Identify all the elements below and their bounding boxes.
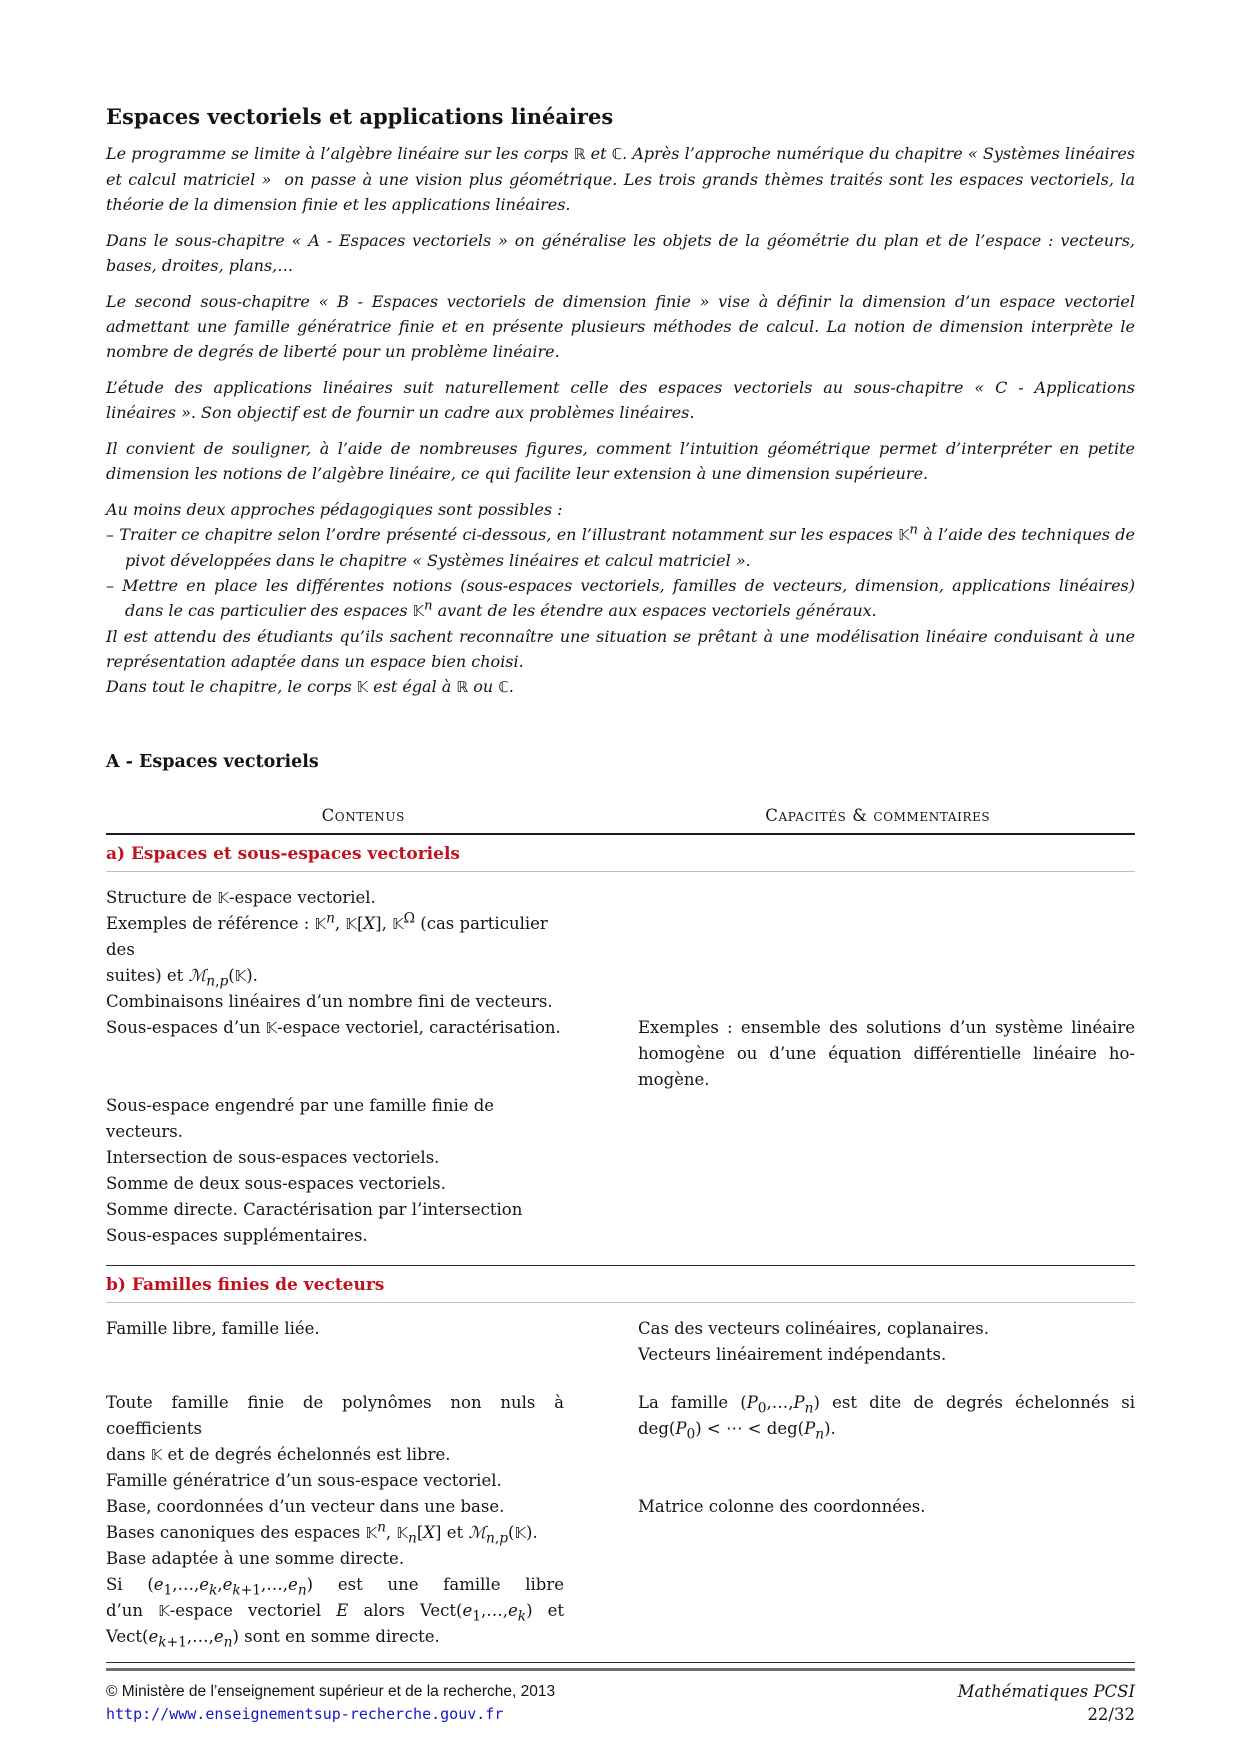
comments-cell [638,1572,1135,1650]
intro-paragraph: Il est attendu des étudiants qu’ils sachent reconnaître une situation se prêtant à une modélisation linéaire conduisant à une représentation adaptée dans un espace bien choisi. [106,627,1135,671]
table-row [106,1572,1135,1650]
table-row [106,1316,1135,1368]
program-table [106,806,1135,1663]
contents-cell: Sous-espace engendré par une famille finie de vecteurs. Intersection de sous-espaces vectoriels. Somme de deux sous-espaces vectoriels. Somme directe. Caractérisation par l’intersection Sous-espaces supplémentaires. [106,1096,523,1245]
table-row [106,885,1135,1015]
footer-copyright: © Ministère de l’enseignement supérieur et de la recherche, 2013 [106,1683,556,1700]
table-row [106,1494,1135,1520]
table-bottom-rule [106,1662,1135,1663]
contents-cell: Famille libre, famille liée. [106,1319,320,1338]
footer-page-number: 22/32 [1087,1705,1135,1724]
comments-cell [638,1520,1135,1546]
intro-paragraph: Dans le sous-chapitre « A - Espaces vectoriels » on généralise les objets de la géométrie du plan et de l’espace : vecteurs, bases, droites, plans,… [106,231,1135,275]
intro-paragraph: Le programme se limite à l’algèbre linéaire sur les corps ℝ et ℂ. Après l’approche numérique du chapitre « Systèmes linéaires et calcul matriciel » on passe à une vision plus géométrique. Les trois grands thèmes traités sont les espaces vectoriels, la théorie de la dimension finie et les applications linéaires. [106,144,1136,214]
table-row [106,1390,1135,1468]
approach-bullet: – Mettre en place les différentes notions (sous-espaces vectoriels, familles de vecteurs, dimension, applications linéaires) dans le cas particulier des espaces 𝕂$^n$ avant de les étendre aux espaces vectoriels généraux. [106,576,1135,620]
subsection-a-label: a) Espaces et sous-espaces vectoriels [106,844,460,864]
intro-paragraph: L’étude des applications linéaires suit naturellement celle des espaces vectoriels au sous-chapitre « C - Applications linéaires ». Son objectif est de fournir un cadre aux problèmes linéaires. [106,378,1135,422]
footer-url-link[interactable]: http://www.enseignementsup-recherche.gouv.fr [106,1705,504,1723]
column-header-capacites: Capacités & commentaires [765,806,991,825]
table-row [106,1520,1135,1546]
contents-cell: Famille génératrice d’un sous-espace vectoriel. [106,1471,502,1490]
comments-cell [638,1546,1135,1572]
table-header-row [106,806,1135,825]
footer-rule [106,1668,1135,1671]
comments-cell: Exemples : ensemble des solutions d’un système linéaire homogène ou d’une équation différentielle linéaire ho- mogène. [638,1018,1135,1089]
approach-bullet: – Traiter ce chapitre selon l’ordre présenté ci-dessous, en l’illustrant notamment sur les espaces 𝕂$^n$ à l’aide des techniques de pivot développées dans le chapitre « Systèmes linéaires et calcul matriciel ». [106,522,1136,570]
table-row [106,1093,1135,1249]
subsection-a-rows [106,872,1135,1249]
subsection-b-label: b) Familles finies de vecteurs [106,1275,385,1295]
contents-cell: Base adaptée à une somme directe. [106,1549,405,1568]
intro-paragraph: Le second sous-chapitre « B - Espaces vectoriels de dimension finie » vise à définir la dimension d’un espace vectoriel admettant une famille génératrice finie et en présente plusieurs méthodes de calcul. La notion de dimension interprète le nombre de degrés de liberté pour un problème linéaire. [106,292,1135,361]
comments-cell: Cas des vecteurs colinéaires, coplanaires. Vecteurs linéairement indépendants. [638,1319,989,1364]
contents-cell: Base, coordonnées d’un vecteur dans une base. [106,1497,505,1516]
contents-cell: Bases canoniques des espaces 𝕂$^n$, 𝕂$_n$[X] et ℳ$_{n,p}$(𝕂). [106,1519,538,1547]
section-heading: A - Espaces vectoriels [106,752,319,772]
intro-section [106,141,1135,700]
subsection-b-rows [106,1303,1135,1650]
page-title: Espaces vectoriels et applications linéaires [106,104,614,129]
intro-paragraph: Dans tout le chapitre, le corps 𝕂 est égal à ℝ ou ℂ. [106,677,514,696]
table-row [106,1468,1135,1494]
intro-paragraph: Il convient de souligner, à l’aide de nombreuses figures, comment l’intuition géométrique permet d’interpréter en petite dimension les notions de l’algèbre linéaire, ce qui facilite leur extension à une dimension supérieure. [106,439,1135,483]
comments-cell [638,1468,1135,1494]
comments-cell: Matrice colonne des coordonnées. [638,1497,926,1516]
comments-cell [638,1093,1135,1249]
comments-cell: La famille $(P_0,\dots,P_n)$ est dite de degrés échelonnés si $deg(P_0)$ < ⋯ < $deg(P_n)$. [638,1393,1135,1443]
page-footer [106,1668,1135,1726]
contents-cell: Toute famille finie de polynômes non nuls à coefficients dans 𝕂 et de degrés échelonnés est libre. [106,1393,564,1464]
contents-cell: Si $(e_1,\dots,e_k,e_{k+1},\dots,e_n)$ est une famille libre d’un 𝕂-espace vectoriel E alors $Vect(e_1,\dots,e_k)$ et $Vect(e_{k+1},\dots,e_n)$ sont en somme directe. [106,1575,565,1651]
table-row [106,1015,1135,1093]
approaches-lead: Au moins deux approches pédagogiques sont possibles : [106,500,563,519]
contents-cell: Structure de 𝕂-espace vectoriel. Exemples de référence : 𝕂$^n$, 𝕂[X], 𝕂$^\Omega$ (cas particulier des suites) et ℳ$_{n,p}$(𝕂). Combinaisons linéaires d’un nombre fini de vecteurs. [106,888,553,1011]
column-header-contenus: Contenus [321,806,405,825]
contents-cell: Sous-espaces d’un 𝕂-espace vectoriel, caractérisation. [106,1018,561,1037]
comments-cell [638,885,1135,1015]
table-row [106,1546,1135,1572]
footer-journal-title: Mathématiques PCSI [957,1682,1135,1701]
